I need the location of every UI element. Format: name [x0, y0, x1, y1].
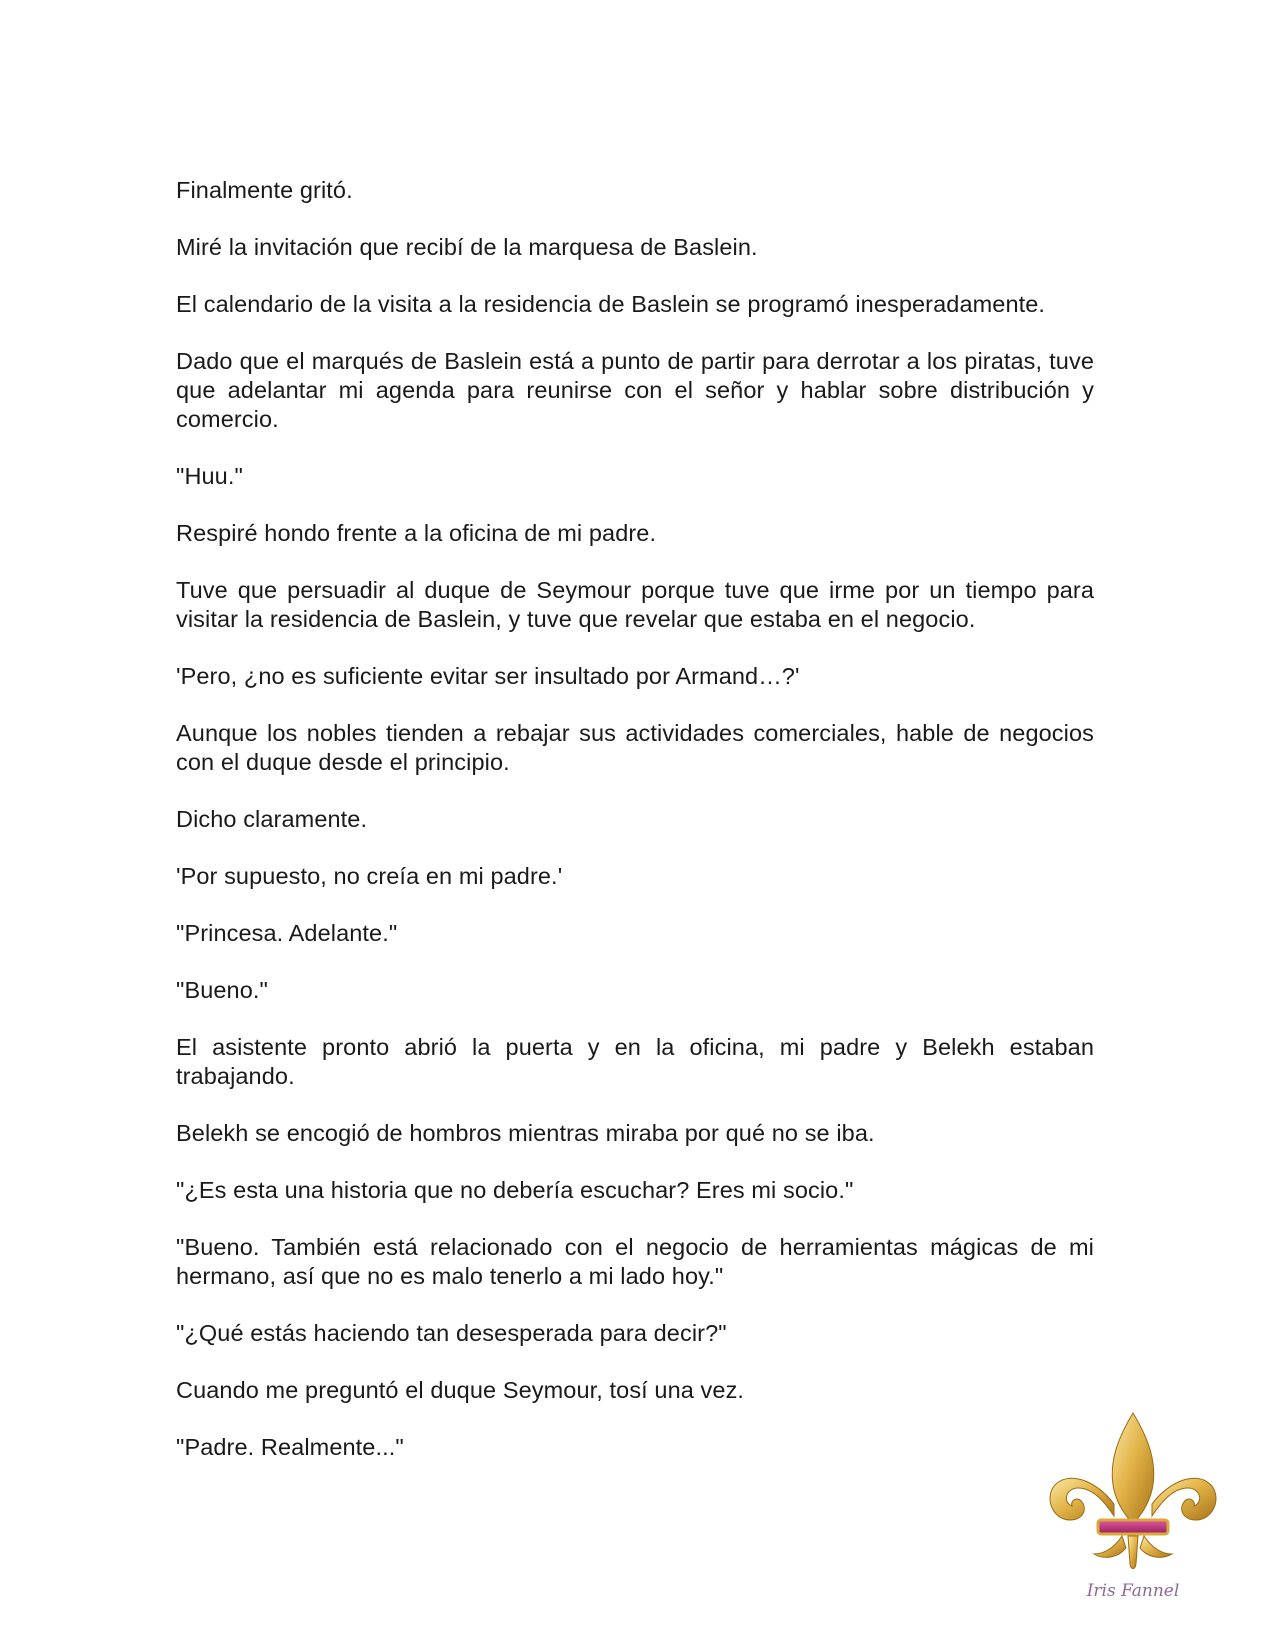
paragraph: "Princesa. Adelante." — [176, 920, 398, 946]
paragraph: "Bueno. También está relacionado con el negocio de herramientas mágicas de mi hermano, así que no es malo tenerlo a mi lado hoy." — [176, 1234, 1094, 1289]
paragraph: Dicho claramente. — [176, 806, 368, 832]
paragraph: Belekh se encogió de hombros mientras miraba por qué no se iba. — [176, 1120, 875, 1146]
paragraph: Dado que el marqués de Baslein está a punto de partir para derrotar a los piratas, tuve que adelantar mi agenda para reunirse con el señor y hablar sobre distribución y comercio. — [176, 348, 1094, 432]
paragraph: El calendario de la visita a la residencia de Baslein se programó inesperadamente. — [176, 291, 1046, 317]
paragraph: El asistente pronto abrió la puerta y en la oficina, mi padre y Belekh estaban trabajando. — [176, 1034, 1094, 1089]
paragraph: Aunque los nobles tienden a rebajar sus actividades comerciales, hable de negocios con el duque desde el principio. — [176, 720, 1094, 775]
paragraph: Respiré hondo frente a la oficina de mi padre. — [176, 520, 657, 546]
document-body — [176, 176, 1094, 1490]
paragraph: 'Pero, ¿no es suficiente evitar ser insultado por Armand…?' — [176, 663, 800, 689]
watermark-signature: Iris Fannel — [1086, 1581, 1180, 1601]
paragraph: "Padre. Realmente..." — [176, 1434, 404, 1460]
fleur-de-lis-icon — [1048, 1408, 1218, 1608]
paragraph: Miré la invitación que recibí de la marquesa de Baslein. — [176, 234, 758, 260]
paragraph: Finalmente gritó. — [176, 177, 353, 203]
paragraph: 'Por supuesto, no creía en mi padre.' — [176, 863, 563, 889]
fleur-de-lis-watermark — [1048, 1408, 1218, 1608]
paragraph: "Huu." — [176, 463, 243, 489]
paragraph: "¿Qué estás haciendo tan desesperada para decir?" — [176, 1320, 727, 1346]
paragraph: Cuando me preguntó el duque Seymour, tosí una vez. — [176, 1377, 745, 1403]
paragraph: Tuve que persuadir al duque de Seymour porque tuve que irme por un tiempo para visitar la residencia de Baslein, y tuve que revelar que estaba en el negocio. — [176, 577, 1094, 632]
paragraph: "¿Es esta una historia que no debería escuchar? Eres mi socio." — [176, 1177, 854, 1203]
paragraph: "Bueno." — [176, 977, 268, 1003]
